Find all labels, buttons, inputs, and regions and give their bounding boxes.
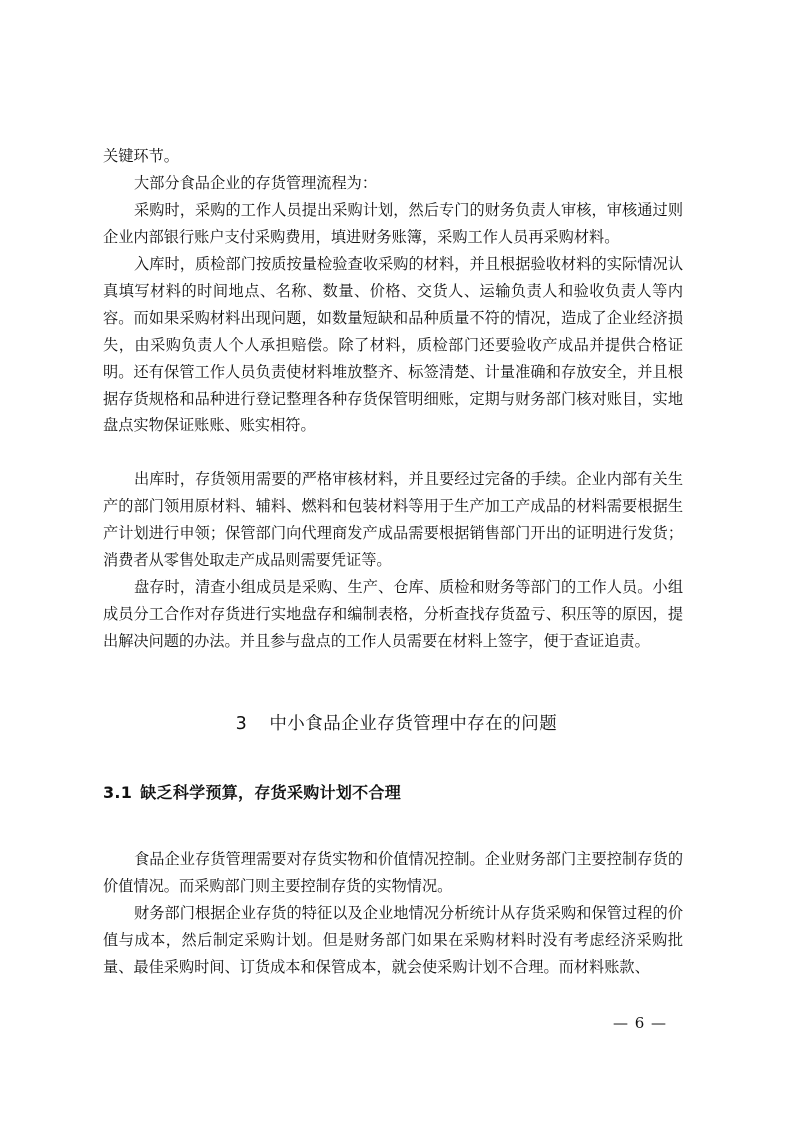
page-number: — 6 — xyxy=(612,1014,668,1032)
paragraph-process-intro: 大部分食品企业的存货管理流程为： xyxy=(134,174,377,192)
paragraph-outbound: 出库时，存货领用需要的严格审核材料，并且要经过完备的手续。企业内部有关生产的部门领用原材料、辅料、燃料和包装材料等用于生产加工产成品的材料需要根据生产计划进行申领；保管部门向代理商发产成品需要根据销售部门开出的证明进行发货；消费者从零售处取走产成品则需要凭证等。 xyxy=(103,470,683,569)
subsection-title: 缺乏科学预算，存货采购计划不合理 xyxy=(140,783,402,802)
subsection-number: 3.1 xyxy=(103,783,133,802)
section-number: 3 xyxy=(235,714,248,734)
paragraph-inventory-count: 盘存时，清查小组成员是采购、生产、仓库、质检和财务等部门的工作人员。小组成员分工合作对存货进行实地盘存和编制表格，分析查找存货盈亏、积压等的原因，提出解决问题的办法。并且参与盘点的工作人员需要在材料上签字，便于查证追责。 xyxy=(103,578,683,650)
section-heading xyxy=(0,710,793,735)
paragraph-finance-planning: 财务部门根据企业存货的特征以及企业地情况分析统计从存货采购和保管过程的价值与成本，然后制定采购计划。但是财务部门如果在采购材料时没有考虑经济采购批量、最佳采购时间、订货成本和保管成本，就会使采购计划不合理。而材料账款、 xyxy=(103,904,683,976)
paragraph-inventory-control: 食品企业存货管理需要对存货实物和价值情况控制。企业财务部门主要控制存货的价值情况。而采购部门则主要控制存货的实物情况。 xyxy=(103,850,683,895)
paragraph-continuation: 关键环节。 xyxy=(103,147,179,165)
section-title: 中小食品企业存货管理中存在的问题 xyxy=(269,714,558,734)
paragraph-warehousing: 入库时，质检部门按质按量检验查收采购的材料，并且根据验收材料的实际情况认真填写材料的时间地点、名称、数量、价格、交货人、运输负责人和验收负责人等内容。而如果采购材料出现问题，如数量短缺和品种质量不符的情况，造成了企业经济损失，由采购负责人个人承担赔偿。除了材料，质检部门还要验收产成品并提供合格证明。还有保管工作人员负责使材料堆放整齐、标签清楚、计量准确和存放安全，并且根据存货规格和品种进行登记整理各种存货保管明细账，定期与财务部门核对账目，实地盘点实物保证账账、账实相符。 xyxy=(103,255,683,435)
subsection-heading xyxy=(103,780,401,803)
paragraph-purchasing: 采购时，采购的工作人员提出采购计划，然后专门的财务负责人审核，审核通过则企业内部银行账户支付采购费用，填进财务账簿，采购工作人员再采购材料。 xyxy=(103,201,683,246)
